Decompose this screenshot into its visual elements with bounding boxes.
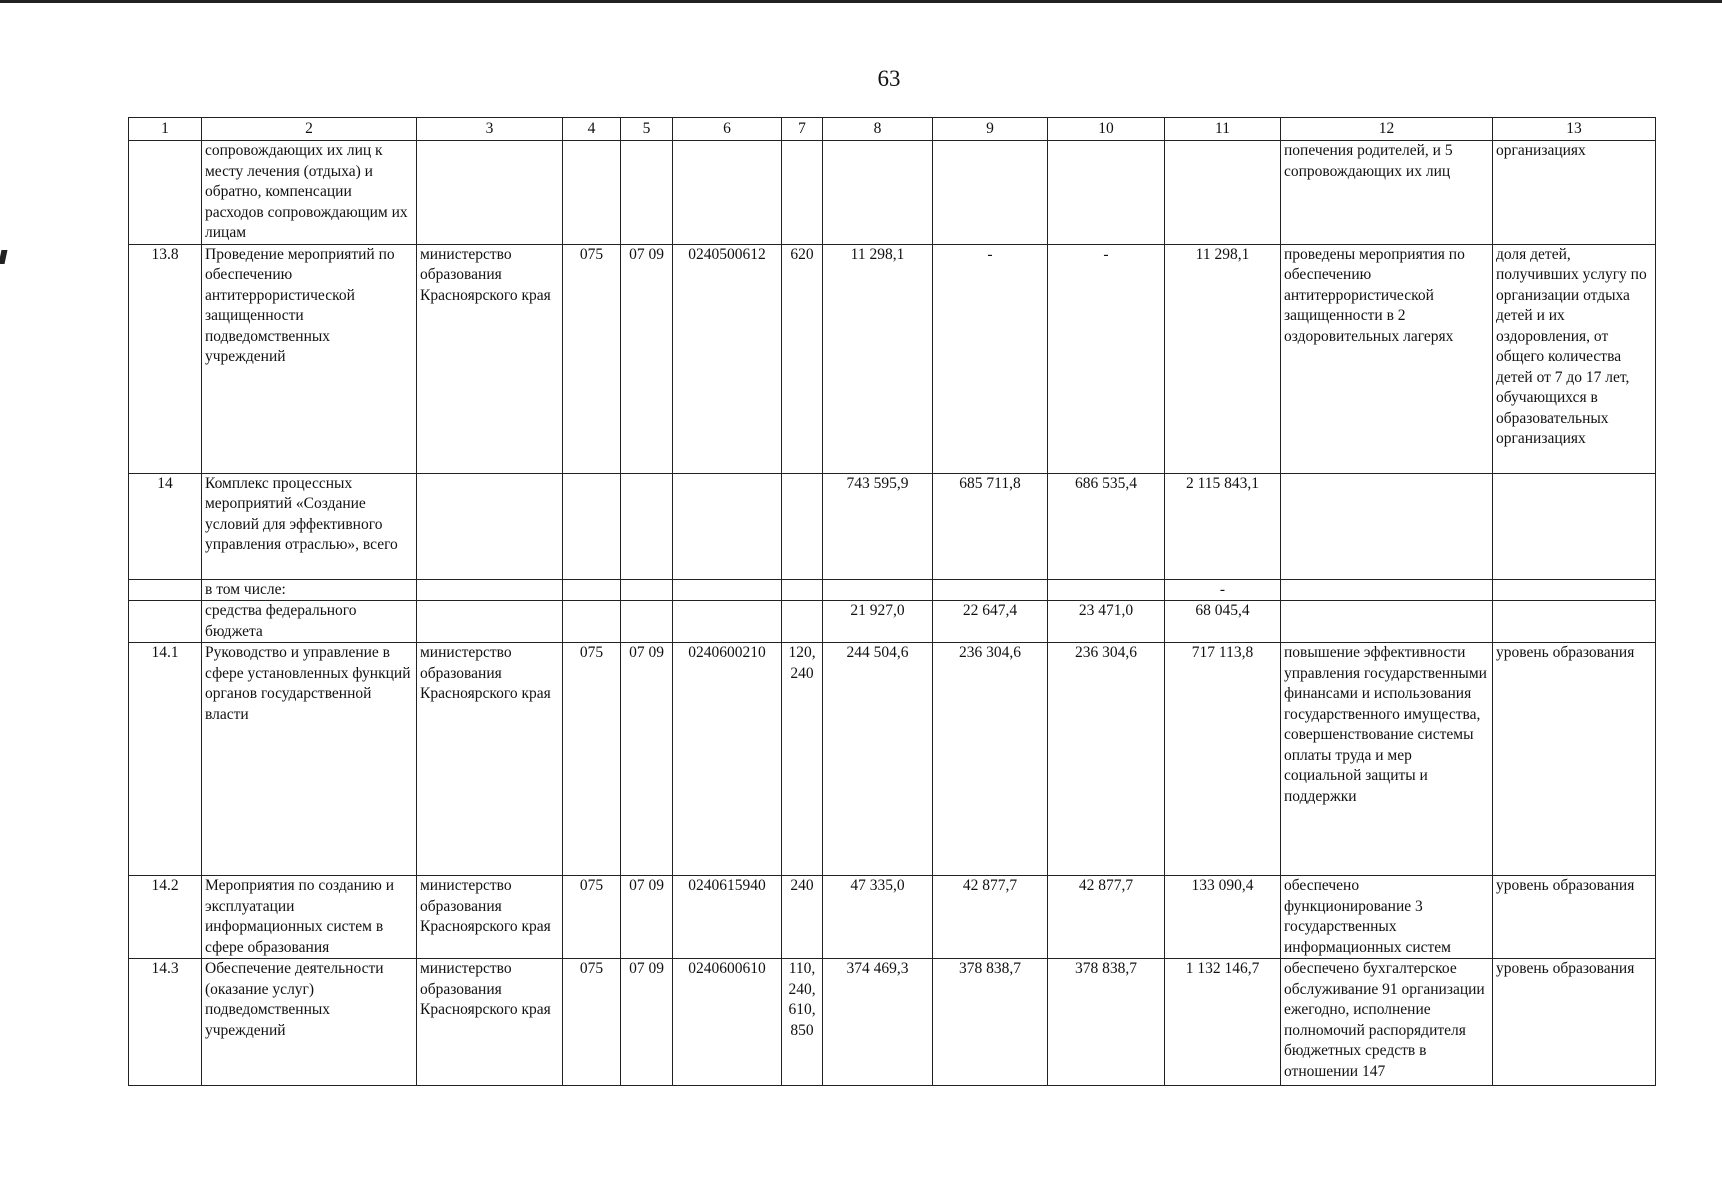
grbs-code-cell: 075 bbox=[563, 876, 621, 959]
row-number-cell: 14.1 bbox=[129, 643, 202, 876]
budget-table bbox=[128, 117, 1656, 1086]
table-row bbox=[129, 601, 1656, 643]
target-article-cell bbox=[673, 473, 782, 579]
section-code-cell: 07 09 bbox=[621, 876, 673, 959]
expense-type-cell bbox=[782, 579, 823, 601]
year-2-amount-cell bbox=[933, 579, 1048, 601]
target-article-cell bbox=[673, 579, 782, 601]
event-name-cell: Проведение мероприятий по обеспечению антитеррористической защищенности подведомственных учреждений bbox=[202, 244, 417, 473]
year-3-amount-cell bbox=[1048, 141, 1165, 245]
year-2-amount-cell: 685 711,8 bbox=[933, 473, 1048, 579]
total-amount-cell: 1 132 146,7 bbox=[1165, 959, 1281, 1086]
year-1-amount-cell: 21 927,0 bbox=[823, 601, 933, 643]
expense-type-cell bbox=[782, 473, 823, 579]
total-amount-cell bbox=[1165, 141, 1281, 245]
table-row bbox=[129, 643, 1656, 876]
year-2-amount-cell bbox=[933, 141, 1048, 245]
expense-type-cell: 110, 240, 610, 850 bbox=[782, 959, 823, 1086]
column-header-2: 2 bbox=[202, 118, 417, 141]
indicator-cell bbox=[1493, 579, 1656, 601]
expense-type-cell: 120, 240 bbox=[782, 643, 823, 876]
year-1-amount-cell: 374 469,3 bbox=[823, 959, 933, 1086]
grbs-code-cell bbox=[563, 579, 621, 601]
section-code-cell: 07 09 bbox=[621, 244, 673, 473]
indicator-cell bbox=[1493, 473, 1656, 579]
indicator-cell: уровень образования bbox=[1493, 643, 1656, 876]
indicator-cell: уровень образования bbox=[1493, 876, 1656, 959]
event-name-cell: сопровождающих их лиц к месту лечения (отдыха) и обратно, компенсации расходов сопровождающим их лицам bbox=[202, 141, 417, 245]
executor-cell: министерство образования Красноярского края bbox=[417, 959, 563, 1086]
total-amount-cell: 2 115 843,1 bbox=[1165, 473, 1281, 579]
section-code-cell bbox=[621, 579, 673, 601]
section-code-cell bbox=[621, 473, 673, 579]
table-row bbox=[129, 876, 1656, 959]
page-number: 63 bbox=[877, 66, 901, 91]
row-number-cell bbox=[129, 141, 202, 245]
grbs-code-cell: 075 bbox=[563, 244, 621, 473]
column-header-10: 10 bbox=[1048, 118, 1165, 141]
section-code-cell: 07 09 bbox=[621, 643, 673, 876]
event-name-cell: в том числе: bbox=[202, 579, 417, 601]
event-name-cell: Мероприятия по созданию и эксплуатации информационных систем в сфере образования bbox=[202, 876, 417, 959]
table-row bbox=[129, 141, 1656, 245]
year-2-amount-cell: 236 304,6 bbox=[933, 643, 1048, 876]
indicator-cell: организациях bbox=[1493, 141, 1656, 245]
column-header-3: 3 bbox=[417, 118, 563, 141]
binding-mark bbox=[0, 250, 7, 264]
grbs-code-cell bbox=[563, 473, 621, 579]
grbs-code-cell bbox=[563, 141, 621, 245]
header-row bbox=[129, 118, 1656, 141]
expense-type-cell: 620 bbox=[782, 244, 823, 473]
target-article-cell bbox=[673, 601, 782, 643]
target-article-cell: 0240600210 bbox=[673, 643, 782, 876]
year-1-amount-cell bbox=[823, 579, 933, 601]
total-amount-cell: - bbox=[1165, 579, 1281, 601]
executor-cell: министерство образования Красноярского края bbox=[417, 876, 563, 959]
expected-result-cell bbox=[1281, 601, 1493, 643]
column-header-7: 7 bbox=[782, 118, 823, 141]
year-1-amount-cell: 11 298,1 bbox=[823, 244, 933, 473]
table-row bbox=[129, 579, 1656, 601]
event-name-cell: средства федерального бюджета bbox=[202, 601, 417, 643]
expected-result-cell: попечения родителей, и 5 сопровождающих их лиц bbox=[1281, 141, 1493, 245]
year-1-amount-cell: 743 595,9 bbox=[823, 473, 933, 579]
section-code-cell bbox=[621, 141, 673, 245]
top-border-line bbox=[0, 0, 1722, 3]
column-header-9: 9 bbox=[933, 118, 1048, 141]
year-3-amount-cell: 378 838,7 bbox=[1048, 959, 1165, 1086]
column-header-8: 8 bbox=[823, 118, 933, 141]
row-number-cell bbox=[129, 579, 202, 601]
expense-type-cell bbox=[782, 141, 823, 245]
year-1-amount-cell: 47 335,0 bbox=[823, 876, 933, 959]
total-amount-cell: 717 113,8 bbox=[1165, 643, 1281, 876]
target-article-cell: 0240600610 bbox=[673, 959, 782, 1086]
row-number-cell bbox=[129, 601, 202, 643]
year-3-amount-cell: - bbox=[1048, 244, 1165, 473]
column-header-6: 6 bbox=[673, 118, 782, 141]
expected-result-cell: проведены мероприятия по обеспечению антитеррористической защищенности в 2 оздоровительных лагерях bbox=[1281, 244, 1493, 473]
expected-result-cell: повышение эффективности управления государственными финансами и использования государственного имущества, совершенствование системы оплаты труда и мер социальной защиты и поддержки bbox=[1281, 643, 1493, 876]
indicator-cell bbox=[1493, 601, 1656, 643]
grbs-code-cell: 075 bbox=[563, 643, 621, 876]
year-3-amount-cell: 236 304,6 bbox=[1048, 643, 1165, 876]
expected-result-cell bbox=[1281, 579, 1493, 601]
column-header-11: 11 bbox=[1165, 118, 1281, 141]
row-number-cell: 14.3 bbox=[129, 959, 202, 1086]
column-header-4: 4 bbox=[563, 118, 621, 141]
total-amount-cell: 11 298,1 bbox=[1165, 244, 1281, 473]
expense-type-cell bbox=[782, 601, 823, 643]
column-header-1: 1 bbox=[129, 118, 202, 141]
column-header-13: 13 bbox=[1493, 118, 1656, 141]
executor-cell: министерство образования Красноярского края bbox=[417, 643, 563, 876]
section-code-cell: 07 09 bbox=[621, 959, 673, 1086]
section-code-cell bbox=[621, 601, 673, 643]
year-1-amount-cell bbox=[823, 141, 933, 245]
table-row bbox=[129, 473, 1656, 579]
executor-cell bbox=[417, 141, 563, 245]
target-article-cell: 0240500612 bbox=[673, 244, 782, 473]
year-2-amount-cell: 42 877,7 bbox=[933, 876, 1048, 959]
expected-result-cell bbox=[1281, 473, 1493, 579]
indicator-cell: доля детей, получивших услугу по организации отдыха детей и их оздоровления, от общего количества детей от 7 до 17 лет, обучающихся в образовательных организациях bbox=[1493, 244, 1656, 473]
target-article-cell bbox=[673, 141, 782, 245]
row-number-cell: 14 bbox=[129, 473, 202, 579]
event-name-cell: Комплекс процессных мероприятий «Создание условий для эффективного управления отраслью», всего bbox=[202, 473, 417, 579]
year-2-amount-cell: 22 647,4 bbox=[933, 601, 1048, 643]
executor-cell: министерство образования Красноярского края bbox=[417, 244, 563, 473]
target-article-cell: 0240615940 bbox=[673, 876, 782, 959]
column-header-5: 5 bbox=[621, 118, 673, 141]
indicator-cell: уровень образования bbox=[1493, 959, 1656, 1086]
row-number-cell: 13.8 bbox=[129, 244, 202, 473]
row-number-cell: 14.2 bbox=[129, 876, 202, 959]
expected-result-cell: обеспечено функционирование 3 государственных информационных систем bbox=[1281, 876, 1493, 959]
grbs-code-cell bbox=[563, 601, 621, 643]
executor-cell bbox=[417, 601, 563, 643]
year-3-amount-cell bbox=[1048, 579, 1165, 601]
year-1-amount-cell: 244 504,6 bbox=[823, 643, 933, 876]
year-3-amount-cell: 42 877,7 bbox=[1048, 876, 1165, 959]
event-name-cell: Обеспечение деятельности (оказание услуг) подведомственных учреждений bbox=[202, 959, 417, 1086]
expense-type-cell: 240 bbox=[782, 876, 823, 959]
year-3-amount-cell: 686 535,4 bbox=[1048, 473, 1165, 579]
year-2-amount-cell: 378 838,7 bbox=[933, 959, 1048, 1086]
table-row bbox=[129, 959, 1656, 1086]
table-row bbox=[129, 244, 1656, 473]
executor-cell bbox=[417, 473, 563, 579]
event-name-cell: Руководство и управление в сфере установленных функций органов государственной власти bbox=[202, 643, 417, 876]
total-amount-cell: 133 090,4 bbox=[1165, 876, 1281, 959]
expected-result-cell: обеспечено бухгалтерское обслуживание 91 организации ежегодно, исполнение полномочий распорядителя бюджетных средств в отношении 147 bbox=[1281, 959, 1493, 1086]
grbs-code-cell: 075 bbox=[563, 959, 621, 1086]
column-header-12: 12 bbox=[1281, 118, 1493, 141]
executor-cell bbox=[417, 579, 563, 601]
total-amount-cell: 68 045,4 bbox=[1165, 601, 1281, 643]
year-2-amount-cell: - bbox=[933, 244, 1048, 473]
year-3-amount-cell: 23 471,0 bbox=[1048, 601, 1165, 643]
